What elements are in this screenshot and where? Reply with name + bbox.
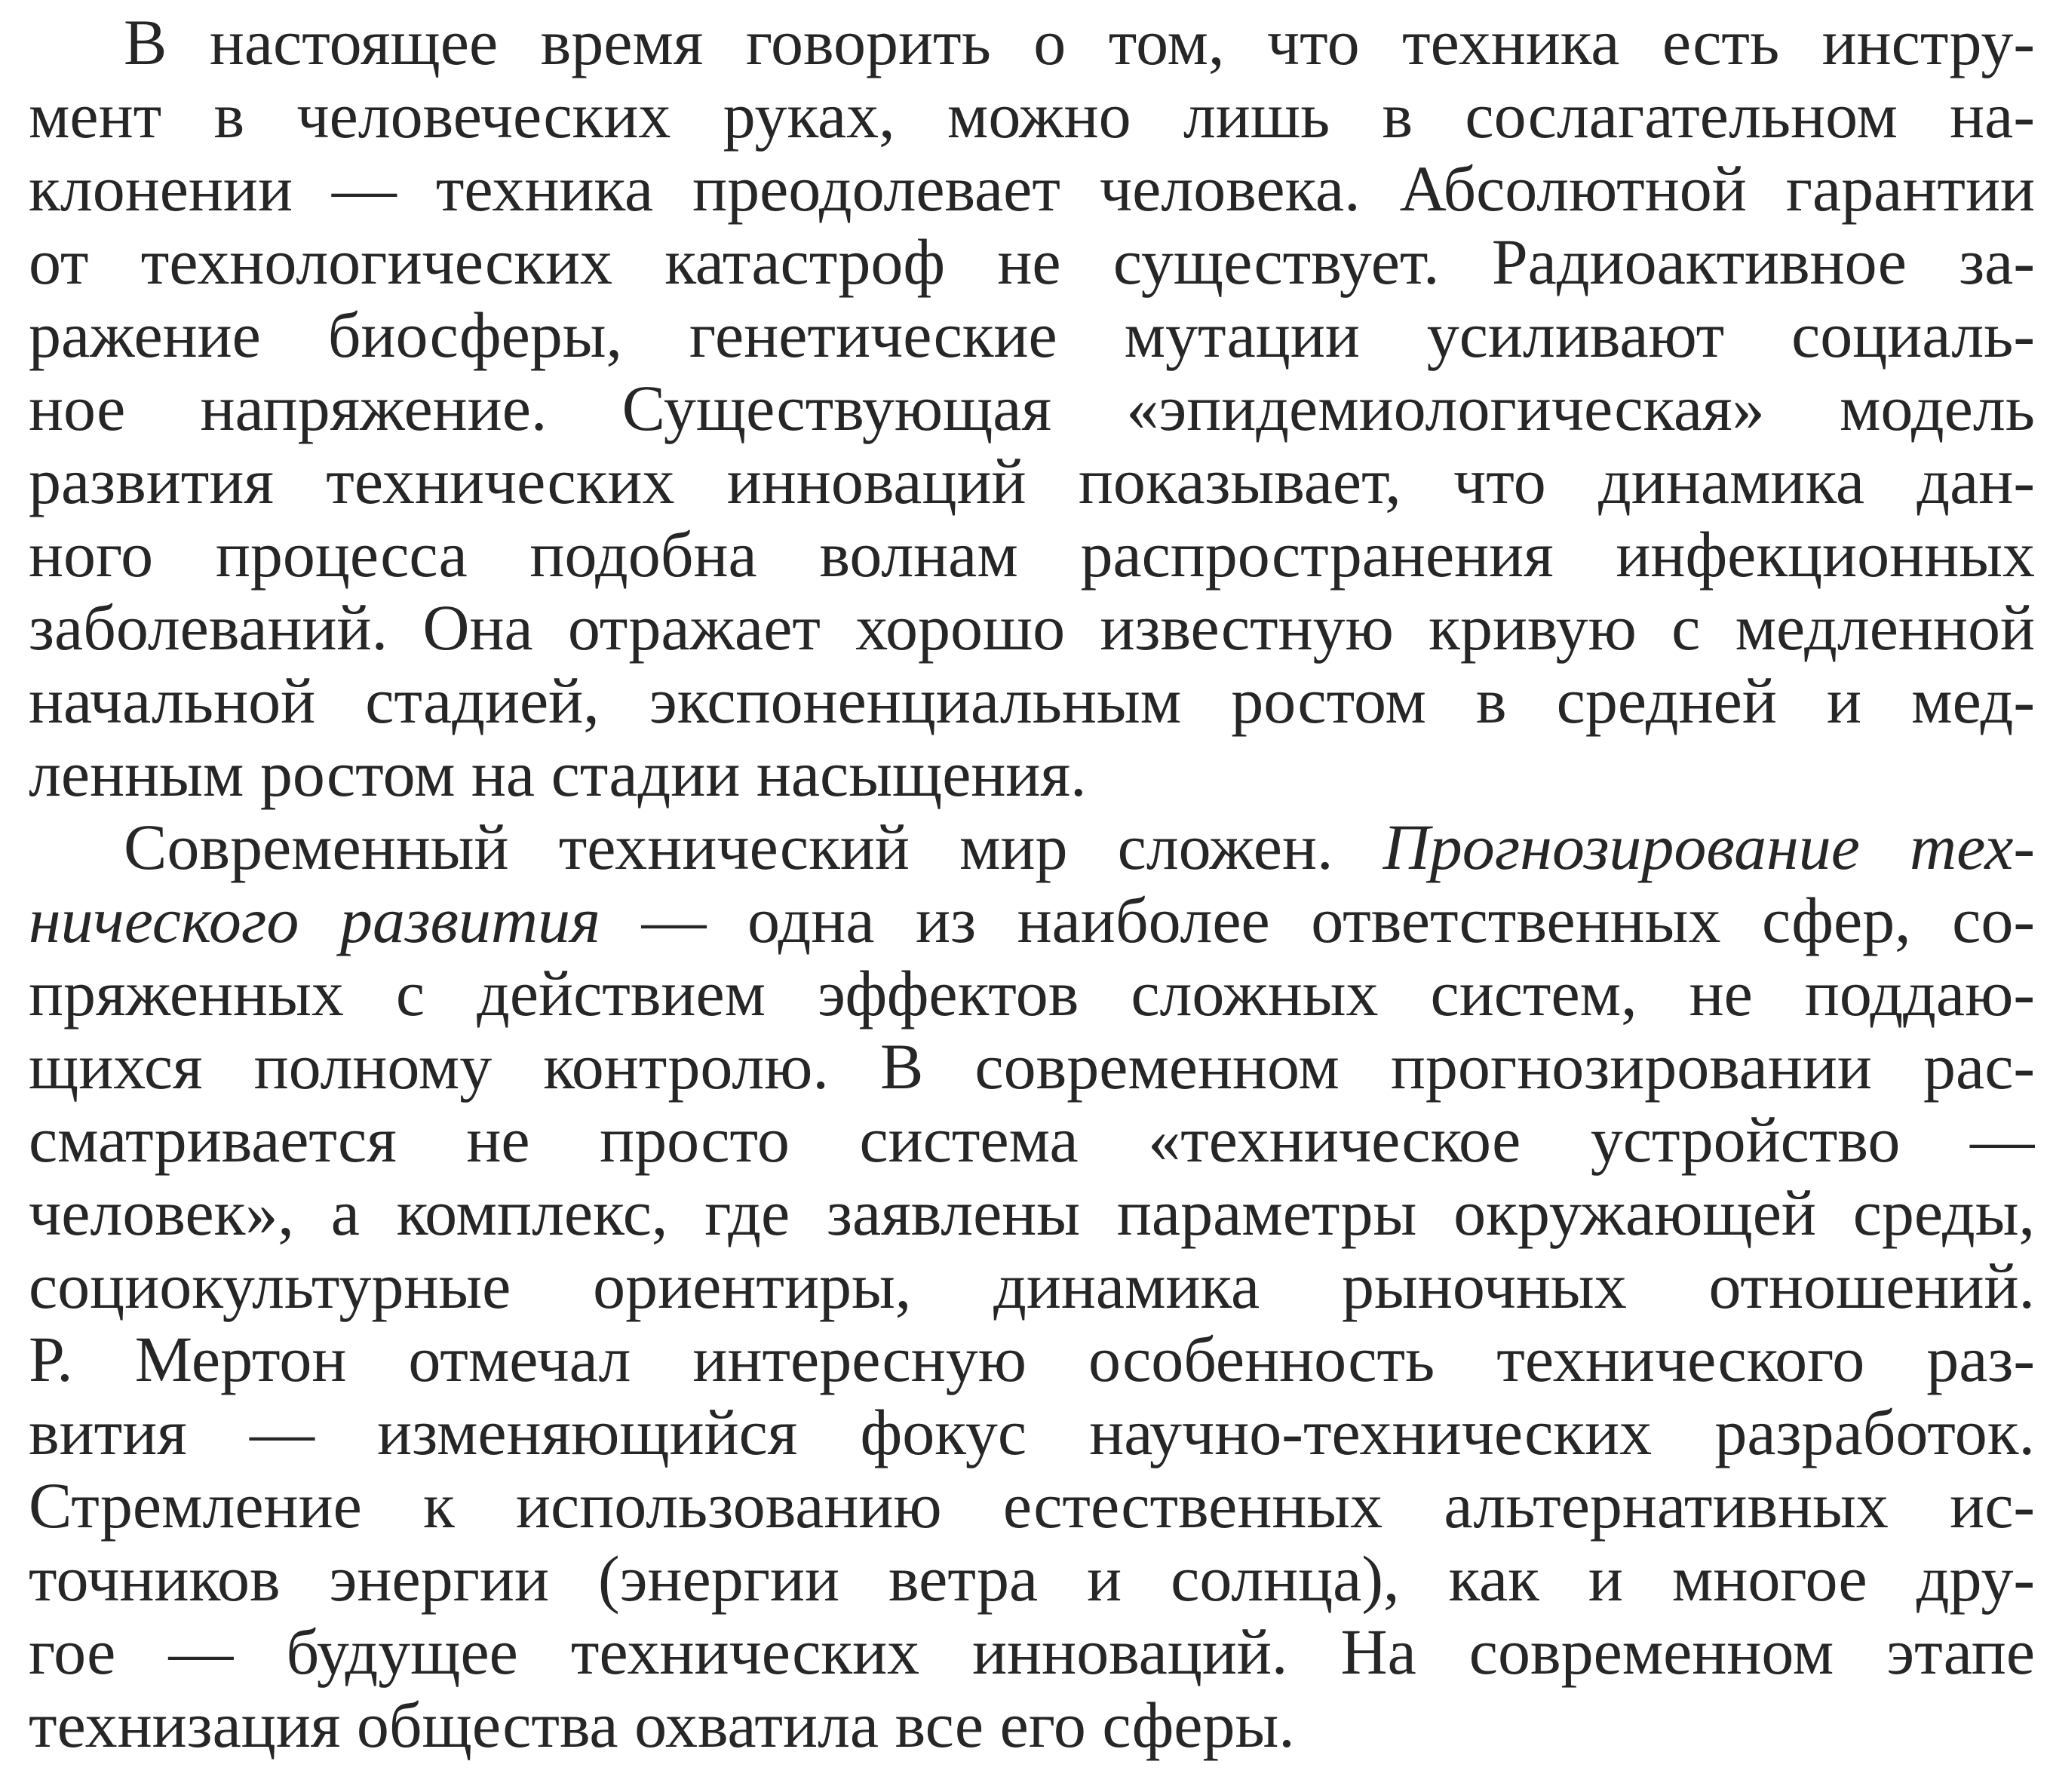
paragraph-2 bbox=[29, 811, 2035, 1762]
italic-term: нического развития bbox=[29, 884, 600, 956]
text-line: В настоящее время говорить о том, что техника есть инстру- bbox=[124, 6, 2035, 78]
text-line: Стремление к использованию естественных альтернативных ис- bbox=[29, 1469, 2035, 1542]
text-line: ное напряжение. Существующая «эпидемиологическая» модель bbox=[29, 372, 2035, 444]
text-line: щихся полному контролю. В современном прогнозировании рас- bbox=[29, 1030, 2035, 1103]
italic-term: Прогнозирование тех- bbox=[1383, 811, 2035, 883]
text-line: социокультурные ориентиры, динамика рыночных отношений. bbox=[29, 1250, 2035, 1322]
text-line: развития технических инноваций показывает, что динамика дан- bbox=[29, 445, 2035, 517]
paragraph-1 bbox=[29, 6, 2035, 811]
text-line: технизация общества охватила все его сферы. bbox=[29, 1689, 1295, 1761]
text-line: ного процесса подобна волнам распространения инфекционных bbox=[29, 518, 2035, 591]
text-line: гое — будущее технических инноваций. На современном этапе bbox=[29, 1616, 2035, 1688]
text-line: пряженных с действием эффектов сложных систем, не поддаю- bbox=[29, 957, 2035, 1029]
text-run: — одна из наиболее ответственных сфер, со- bbox=[600, 884, 2035, 956]
text-line: Р. Мертон отмечал интересную особенность технического раз- bbox=[29, 1323, 2035, 1395]
text-line bbox=[29, 884, 2035, 957]
text-line: клонении — техника преодолевает человека. Абсолютной гарантии bbox=[29, 152, 2035, 225]
text-line: от технологических катастроф не существует. Радиоактивное за- bbox=[29, 226, 2035, 298]
text-line: начальной стадией, экспоненциальным ростом в средней и мед- bbox=[29, 664, 2035, 737]
text-line: ленным ростом на стадии насыщения. bbox=[29, 738, 1087, 810]
text-line: человек», а комплекс, где заявлены параметры окружающей среды, bbox=[29, 1177, 2035, 1249]
text-line: точников энергии (энергии ветра и солнца), как и многое дру- bbox=[29, 1542, 2035, 1615]
text-run: Современный технический мир сложен. bbox=[124, 811, 1383, 883]
text-line bbox=[29, 811, 2035, 884]
document-page bbox=[29, 0, 2035, 1792]
text-line: ражение биосферы, генетические мутации усиливают социаль- bbox=[29, 299, 2035, 371]
text-line: сматривается не просто система «техническое устройство — bbox=[29, 1103, 2035, 1176]
text-line: вития — изменяющийся фокус научно-технических разработок. bbox=[29, 1396, 2035, 1468]
text-line: мент в человеческих руках, можно лишь в сослагательном на- bbox=[29, 79, 2035, 152]
text-line: заболеваний. Она отражает хорошо известную кривую с медленной bbox=[29, 591, 2035, 664]
